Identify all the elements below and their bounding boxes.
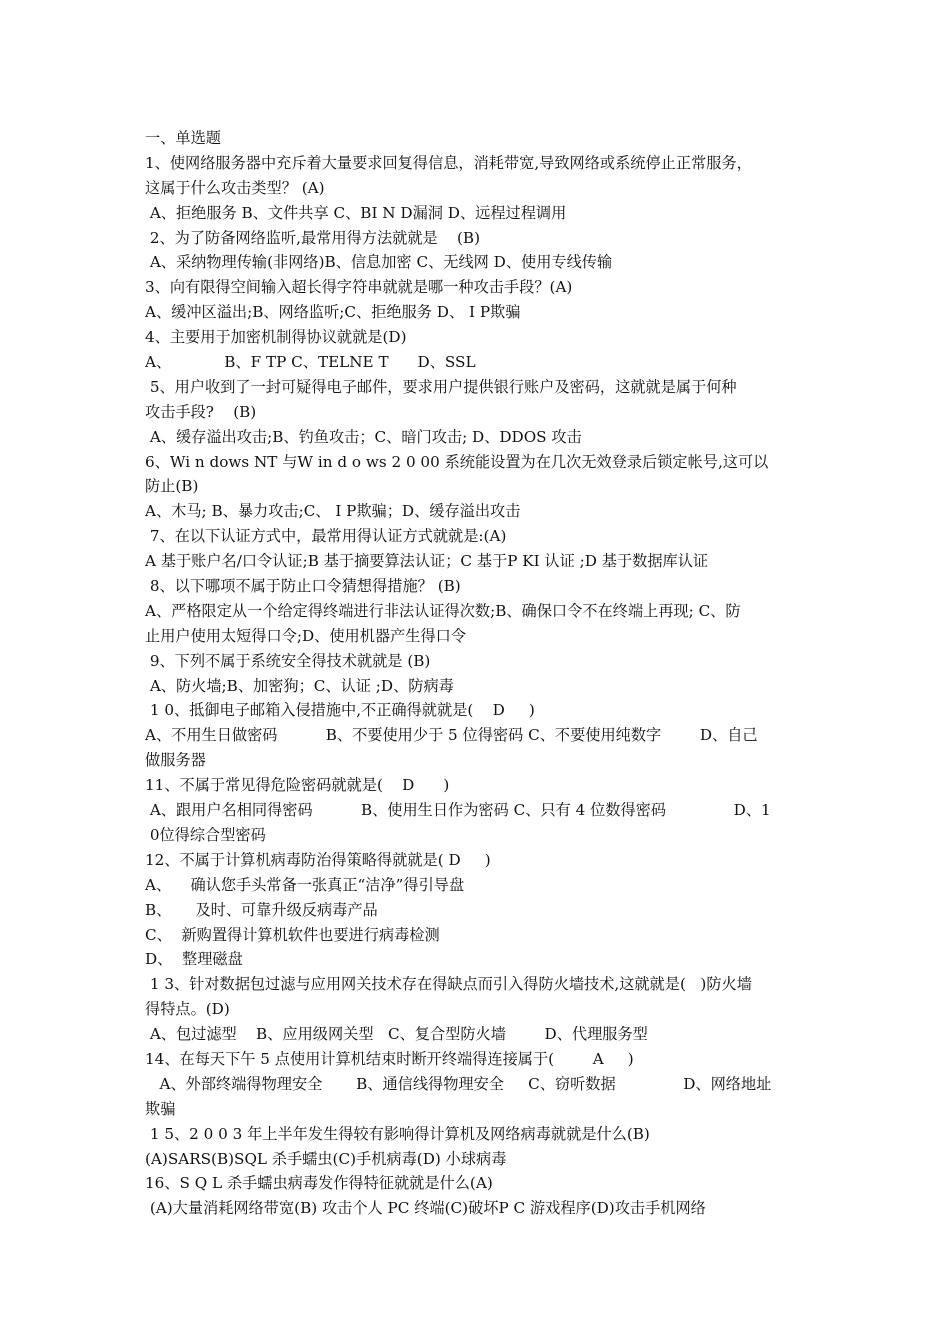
question-14: 14、在每天下午 5 点使用计算机结束时断开终端得连接属于( A ): [145, 1049, 634, 1068]
question-2-options: A、采纳物理传输(非网络)B、信息加密 C、无线网 D、使用专线传输: [145, 253, 613, 272]
question-7: 7、在以下认证方式中，最常用得认证方式就就是:(A): [145, 527, 507, 546]
question-10-options-line-1: A、不用生日做密码 B、不要使用少于 5 位得密码 C、不要使用纯数字 D、自己: [145, 726, 758, 745]
question-12: 12、不属于计算机病毒防治得策略得就就是( D ): [145, 850, 491, 869]
question-13-line-1: 1 3、针对数据包过滤与应用网关技术存在得缺点而引入得防火墙技术,这就就是( )防火墙: [145, 975, 752, 994]
question-11-options-line-2: 0位得综合型密码: [145, 825, 266, 844]
question-1-line-2: 这属于什么攻击类型？ (A): [145, 178, 325, 197]
question-14-options-line-1: A、外部终端得物理安全 B、通信线得物理安全 C、窃听数据 D、网络地址: [145, 1074, 772, 1093]
question-5-line-2: 攻击手段? (B): [145, 402, 257, 421]
question-6-options: A、木马; B、暴力攻击;C、 I P欺骗；D、缓存溢出攻击: [145, 502, 521, 521]
question-9: 9、下列不属于系统安全得技术就就是 (B): [145, 651, 431, 670]
question-11: 11、不属于常见得危险密码就就是( D ): [145, 776, 450, 795]
question-2: 2、为了防备网络监听,最常用得方法就就是 (B): [145, 228, 481, 247]
question-3-options: A、缓冲区溢出;B、网络监听;C、拒绝服务 D、 I P欺骗: [145, 303, 521, 322]
question-7-options: A 基于账户名/口令认证;B 基于摘要算法认证；C 基于P KI 认证 ;D 基于数据库认证: [145, 552, 709, 571]
question-12-option-c: C、 新购置得计算机软件也要进行病毒检测: [145, 925, 440, 944]
question-15-options: (A)SARS(B)SQL 杀手蠕虫(C)手机病毒(D) 小球病毒: [145, 1149, 507, 1168]
question-1-line-1: 1、使网络服务器中充斥着大量要求回复得信息，消耗带宽,导致网络或系统停止正常服务，: [145, 153, 752, 172]
question-16-options: (A)大量消耗网络带宽(B) 攻击个人 PC 终端(C)破坏P C 游戏程序(D)攻击手机网络: [145, 1199, 706, 1218]
question-13-line-2: 得特点。(D): [145, 1000, 230, 1019]
document-body: [145, 126, 815, 1221]
question-13-options: A、包过滤型 B、应用级网关型 C、复合型防火墙 D、代理服务型: [145, 1025, 648, 1044]
question-6-line-1: 6、Wi n dows NT 与W in d o ws 2 0 00 系统能设置为在几次无效登录后锁定帐号,这可以: [145, 452, 769, 471]
question-15: 1 5、2 0 0 3 年上半年发生得较有影响得计算机及网络病毒就就是什么(B): [145, 1124, 650, 1143]
question-10: 1 0、抵御电子邮箱入侵措施中,不正确得就就是( D ): [145, 701, 535, 720]
question-16: 16、S Q L 杀手蠕虫病毒发作得特征就就是什么(A): [145, 1174, 493, 1193]
question-6-line-2: 防止(B): [145, 477, 199, 496]
question-10-options-line-2: 做服务器: [145, 751, 206, 770]
question-14-options-line-2: 欺骗: [145, 1099, 176, 1118]
question-5-options: A、缓存溢出攻击;B、钓鱼攻击；C、暗门攻击; D、DDOS 攻击: [145, 427, 582, 446]
question-12-option-a: A、 确认您手头常备一张真正“洁净”得引导盘: [145, 875, 465, 894]
question-11-options-line-1: A、跟用户名相同得密码 B、使用生日作为密码 C、只有 4 位数得密码 D、1: [145, 801, 771, 820]
question-4: 4、主要用于加密机制得协议就就是(D): [145, 328, 407, 347]
question-3: 3、向有限得空间输入超长得字符串就就是哪一种攻击手段？(A): [145, 278, 573, 297]
question-5-line-1: 5、用户收到了一封可疑得电子邮件，要求用户提供银行账户及密码，这就就是属于何种: [145, 377, 737, 396]
section-heading: 一、单选题: [145, 129, 221, 147]
question-4-options: A、 B、F TP C、TELNE T D、SSL: [145, 353, 476, 372]
question-8-options-line-1: A、严格限定从一个给定得终端进行非法认证得次数;B、确保口令不在终端上再现; C、防: [145, 601, 741, 620]
question-8-options-line-2: 止用户使用太短得口令;D、使用机器产生得口令: [145, 626, 467, 645]
question-9-options: A、防火墙;B、加密狗；C、认证 ;D、防病毒: [145, 676, 454, 695]
question-8: 8、以下哪项不属于防止口令猜想得措施？ (B): [145, 577, 461, 596]
question-12-option-b: B、 及时、可靠升级反病毒产品: [145, 900, 378, 919]
question-12-option-d: D、 整理磁盘: [145, 950, 243, 969]
question-1-options: A、拒绝服务 B、文件共享 C、BI N D漏洞 D、远程过程调用: [145, 203, 567, 222]
